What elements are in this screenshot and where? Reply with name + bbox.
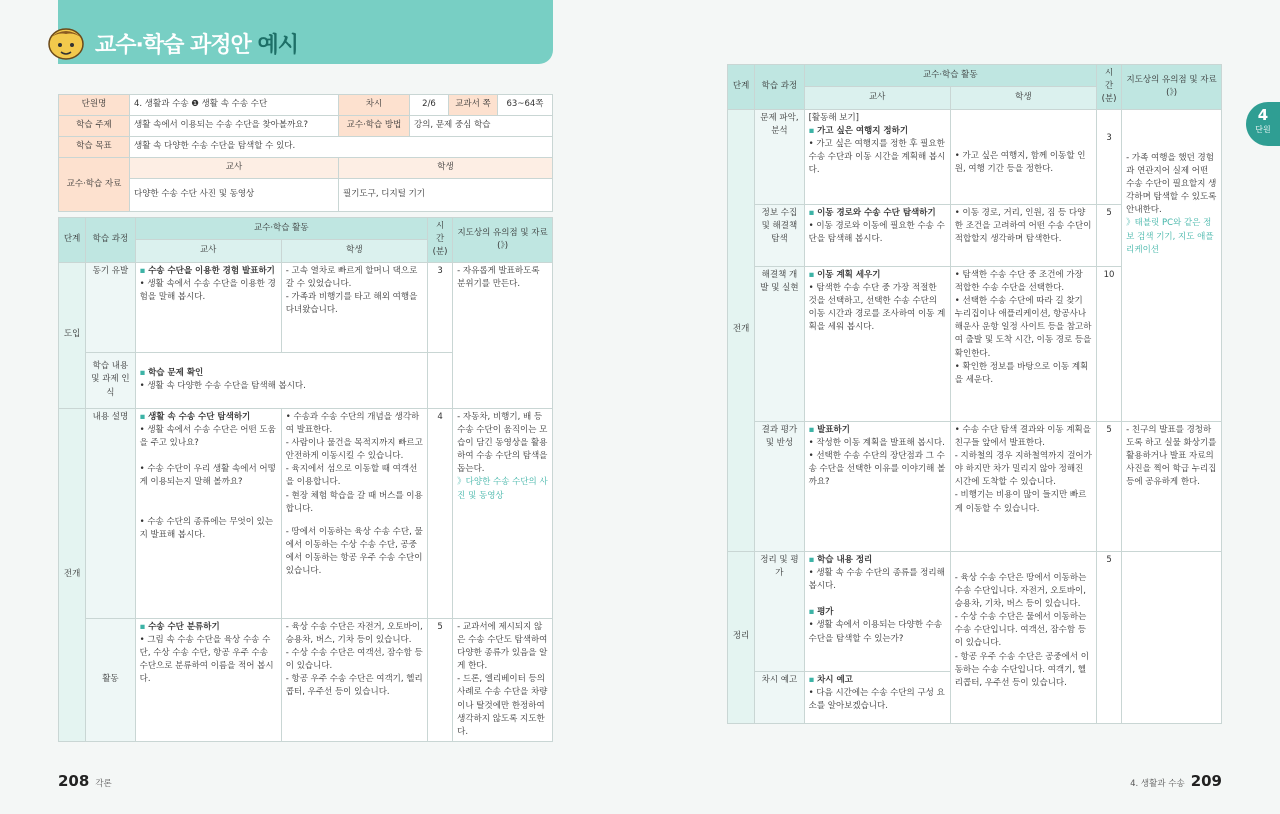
process-header: 학습 과정 (86, 218, 135, 263)
process-research: 정보 수집 및 해결책 탐색 (755, 204, 804, 266)
note-text: - 가족 여행을 했던 경험과 연관지어 실제 어떤 수송 수단이 필요할지 생각하며 탐색할 수 있도록 안내한다. (1126, 152, 1217, 216)
activity-heading: 생활 속 수송 수단 탐색하기 (148, 411, 251, 422)
note-motivation: - 자유롭게 발표하도록 분위기를 만든다. (453, 262, 553, 408)
page-title (95, 28, 298, 59)
right-page (640, 0, 1280, 814)
activity-heading: 학습 내용 정리 (817, 554, 873, 565)
session-value: 2/6 (410, 95, 449, 116)
teacher-analysis: [활동해 보기] ▪ 가고 싶은 여행지 정하기 • 가고 싶은 여행지를 정한 후 필요한 수송 수단과 이동 시간을 계획해 봅시다. (804, 109, 950, 204)
activity-text: • 생활 속에서 이용되는 다양한 수송 수단을 탐색할 수 있는가? (808, 620, 943, 644)
student-header: 학생 (950, 87, 1096, 109)
section-name-left: 각론 (95, 779, 112, 789)
activity-text: • 탐색한 수송 수단 중 가장 적절한 것을 선택하고, 선택한 수송 수단의 이동 시간과 경로를 조사하여 이동 계획을 세워 봅시다. (808, 282, 946, 333)
stage-header: 단계 (59, 218, 86, 263)
activity-heading: 이동 경로와 수송 수단 탐색하기 (817, 207, 936, 218)
time-analysis: 3 (1096, 109, 1121, 204)
note-activity: - 교과서에 제시되지 않은 수송 수단도 탐색하여 다양한 종류가 있음을 알게 한다. - 드론, 엘리베이터 등의 사례로 수송 수단을 차량이나 탈것에만 한정하여 생각하지 않도록 지도한다. (453, 618, 553, 742)
time-activity: 5 (427, 618, 452, 742)
teacher-header: 교사 (804, 87, 950, 109)
activity-heading: 수송 수단을 이용한 경험 발표하기 (148, 265, 275, 276)
student-text: - 땅에서 이동하는 육상 수송 수단, 물에서 이동하는 수상 수송 수단, 공중에서 이동하는 항공 우주 수송 수단이 있습니다. (285, 526, 423, 577)
material-student-header: 학생 (339, 158, 553, 179)
footer-left (58, 772, 112, 790)
topic-value: 생활 속에서 이용되는 수송 수단을 찾아볼까요? (130, 116, 339, 137)
activity-header: 교수·학습 활동 (135, 218, 427, 240)
section-name-right: 4. 생활과 수송 (1130, 779, 1185, 789)
student-solution: • 탐색한 수송 수단 중 조건에 가장 적합한 수송 수단을 선택한다. • 선택한 수송 수단에 따라 길 찾기 누리집이나 애플리케이션, 항공사나 해운사 운항 일정 사이트 등을 참고하여 출발 및 도착 시간, 이동 경로 등을 확인한다. • 확인한 정보를 바탕으로 이동 계획을 세운다. (950, 266, 1096, 421)
note-material: 》다양한 수송 수단의 사진 및 동영상 (457, 477, 548, 501)
process-motivation: 동기 유발 (86, 262, 135, 352)
note-header: 지도상의 유의점 및 자료(》) (1122, 65, 1222, 110)
student-summary: - 육상 수송 수단은 땅에서 이동하는 수송 수단입니다. 자전거, 오토바이, 승용차, 기차, 버스 등이 있습니다. - 수상 수송 수단은 물에서 이동하는 수송 수단입니다. 여객선, 잠수함 등이 있습니다. - 항공 우주 수송 수단은 공중에서 이동하는 수송 수단입니다. 여객기, 헬리콥터, 우주선 등이 있습니다. (950, 551, 1096, 723)
process-evaluation: 결과 평가 및 반성 (755, 421, 804, 551)
note-evaluation: - 친구의 발표를 경청하도록 하고 실물 화상기를 활용하거나 발표 자료의 사진을 찍어 학급 누리집 등에 공유하게 한다. (1122, 421, 1222, 551)
left-plan-table (58, 217, 553, 742)
time-header: 시간 (분) (1096, 65, 1121, 110)
student-explanation (281, 408, 427, 618)
process-summary: 정리 및 평가 (755, 551, 804, 671)
goal-label: 학습 목표 (59, 137, 130, 158)
method-label: 교수·학습 방법 (339, 116, 410, 137)
time-explanation: 4 (427, 408, 452, 618)
process-analysis: 문제 파악, 분석 (755, 109, 804, 204)
chapter-label: 단원 (1255, 125, 1271, 134)
time-evaluation: 5 (1096, 421, 1121, 551)
activity-heading: 학습 문제 확인 (148, 367, 204, 378)
stage-intro: 도입 (59, 262, 86, 408)
student-activity: - 육상 수송 수단은 자전거, 오토바이, 승용차, 버스, 기차 등이 있습니다. - 수상 수송 수단은 여객선, 잠수함 등이 있습니다. - 항공 우주 수송 수단은 여객기, 헬리콥터, 우주선 등이 있습니다. (281, 618, 427, 742)
activity-text: • 생활 속 수송 수단의 종류를 정리해 봅시다. (808, 567, 945, 591)
textbook-label: 교과서 쪽 (449, 95, 498, 116)
page-number-left: 208 (58, 772, 90, 790)
teacher-header: 교사 (135, 240, 281, 262)
chapter-tab[interactable] (1246, 102, 1280, 146)
time-solution: 10 (1096, 266, 1121, 421)
activity-heading: 차시 예고 (817, 674, 853, 685)
lesson-info-table (58, 94, 553, 212)
activity-intro: [활동해 보기] (808, 112, 859, 123)
activity-heading: 가고 싶은 여행지 정하기 (817, 125, 909, 136)
time-task (427, 352, 452, 408)
teacher-preview: ▪ 차시 예고 • 다음 시간에는 수송 수단의 구성 요소를 알아보겠습니다. (804, 671, 950, 723)
teacher-research: ▪ 이동 경로와 수송 수단 탐색하기 • 이동 경로와 이동에 필요한 수송 수단을 탐색해 봅시다. (804, 204, 950, 266)
material-teacher-header: 교사 (130, 158, 339, 179)
stage-development: 전개 (728, 109, 755, 551)
activity-text: • 이동 경로와 이동에 필요한 수송 수단을 탐색해 봅시다. (808, 220, 945, 244)
note-explanation (453, 408, 553, 618)
student-text: • 수송과 수송 수단의 개념을 생각하여 발표한다. - 사람이나 물건을 목적지까지 빠르고 안전하게 이동시킬 수 있습니다. - 육지에서 섬으로 이동할 때 여객선을 이용합니다. - 현장 체험 학습을 갈 때 버스를 이용합니다. (285, 411, 423, 514)
note-material: 》태블릿 PC와 같은 정보 검색 기기, 지도 애플리케이션 (1126, 218, 1214, 255)
note-header: 지도상의 유의점 및 자료(》) (453, 218, 553, 263)
teacher-summary: ▪ 학습 내용 정리 • 생활 속 수송 수단의 종류를 정리해 봅시다. ▪ 평가 • 생활 속에서 이용되는 다양한 수송 수단을 탐색할 수 있는가? (804, 551, 950, 671)
unit-value: 4. 생활과 수송 ❶ 생활 속 수송 수단 (130, 95, 339, 116)
teacher-material: 다양한 수송 수단 사진 및 동영상 (130, 179, 339, 212)
time-summary: 5 (1096, 551, 1121, 723)
note-analysis (1122, 109, 1222, 421)
teacher-explanation: ▪ 생활 속 수송 수단 탐색하기 • 생활 속에서 수송 수단은 어떤 도움을 주고 있나요? • 수송 수단이 우리 생활 속에서 어떻게 이용되는지 말해 볼까요? • 수송 수단의 종류에는 무엇이 있는지 발표해 봅시다. (135, 408, 281, 618)
student-motivation: - 고속 열차로 빠르게 할머니 댁으로 갈 수 있었습니다. - 가족과 비행기를 타고 해외 여행을 다녀왔습니다. (281, 262, 427, 352)
activity-text: • 생활 속 다양한 수송 수단을 탐색해 봅시다. (139, 381, 306, 392)
teacher-activity: ▪ 수송 수단 분류하기 • 그림 속 수송 수단을 육상 수송 수단, 수상 수송 수단, 항공 우주 수송 수단으로 분류하여 이름을 적어 봅시다. (135, 618, 281, 742)
method-value: 강의, 문제 중심 학습 (410, 116, 553, 137)
student-analysis: • 가고 싶은 여행지, 함께 이동할 인원, 여행 기간 등을 정한다. (950, 109, 1096, 204)
student-research: • 이동 경로, 거리, 인원, 짐 등 다양한 조건을 고려하여 어떤 수송 수단이 적합할지 생각하며 탐색한다. (950, 204, 1096, 266)
activity-text: • 작성한 이동 계획을 발표해 봅시다. • 선택한 수송 수단의 장단점과 그 수송 수단을 선택한 이유를 이야기해 볼까요? (808, 437, 946, 488)
title-main: 교수·학습 과정안 (95, 33, 251, 58)
process-solution: 해결책 개발 및 실현 (755, 266, 804, 421)
unit-label: 단원명 (59, 95, 130, 116)
footer-right (1130, 772, 1222, 790)
material-label: 교수·학습 자료 (59, 158, 130, 212)
teacher-motivation: ▪ 수송 수단을 이용한 경험 발표하기 • 생활 속에서 수송 수단을 이용한 경험을 말해 봅시다. (135, 262, 281, 352)
activity-header: 교수·학습 활동 (804, 65, 1096, 87)
note-text: - 자동차, 비행기, 배 등 수송 수단이 움직이는 모습이 담긴 동영상을 활용하여 수송 수단의 탐색을 돕는다. (457, 411, 548, 475)
activity-heading: 이동 계획 세우기 (817, 269, 881, 280)
student-material: 필기도구, 디지털 기기 (339, 179, 553, 212)
stage-development: 전개 (59, 408, 86, 742)
textbook-value: 63~64쪽 (498, 95, 553, 116)
process-explanation: 내용 설명 (86, 408, 135, 618)
session-label: 차시 (339, 95, 410, 116)
right-plan-table (727, 64, 1222, 724)
stage-wrapup: 정리 (728, 551, 755, 723)
process-preview: 차시 예고 (755, 671, 804, 723)
activity-text: • 가고 싶은 여행지를 정한 후 필요한 수송 수단과 이동 시간을 계획해 봅시다. (808, 138, 946, 176)
teacher-evaluation: ▪ 발표하기 • 작성한 이동 계획을 발표해 봅시다. • 선택한 수송 수단의 장단점과 그 수송 수단을 선택한 이유를 이야기해 볼까요? (804, 421, 950, 551)
activity-text: • 다음 시간에는 수송 수단의 구성 요소를 알아보겠습니다. (808, 687, 945, 711)
goal-value: 생활 속 다양한 수송 수단을 탐색할 수 있다. (130, 137, 553, 158)
topic-label: 학습 주제 (59, 116, 130, 137)
activity-text: • 수송 수단이 우리 생활 속에서 어떻게 이용되는지 말해 볼까요? (139, 464, 276, 488)
page-number-right: 209 (1190, 772, 1222, 790)
activity-text: • 생활 속에서 수송 수단을 이용한 경험을 말해 봅시다. (139, 278, 276, 302)
stage-header: 단계 (728, 65, 755, 110)
activity-heading: 수송 수단 분류하기 (148, 621, 220, 632)
chapter-number: 4 (1257, 106, 1269, 124)
process-header: 학습 과정 (755, 65, 804, 110)
process-activity: 활동 (86, 618, 135, 742)
time-research: 5 (1096, 204, 1121, 266)
activity-text: • 수송 수단의 종류에는 무엇이 있는지 발표해 봅시다. (139, 516, 274, 541)
mascot-icon (44, 22, 88, 62)
time-motivation: 3 (427, 262, 452, 352)
student-header: 학생 (281, 240, 427, 262)
activity-text: • 그림 속 수송 수단을 육상 수송 수단, 수상 수송 수단, 항공 우주 수송 수단으로 분류하여 이름을 적어 봅시다. (139, 634, 274, 685)
activity-heading: 발표하기 (817, 424, 850, 435)
title-highlight: 예시 (257, 33, 298, 58)
process-task: 학습 내용 및 과제 인식 (86, 352, 135, 408)
note-summary (1122, 551, 1222, 723)
student-evaluation: • 수송 수단 탐색 결과와 이동 계획을 친구들 앞에서 발표한다. - 지하철의 경우 지하철역까지 걸어가야 하지만 차가 밀리지 않아 정해진 시간에 도착할 수 있습니다. - 비행기는 비용이 많이 들지만 빠르게 이동할 수 있습니다. (950, 421, 1096, 551)
activity-text: • 생활 속에서 수송 수단은 어떤 도움을 주고 있나요? (139, 424, 276, 448)
teacher-task: ▪ 학습 문제 확인 • 생활 속 다양한 수송 수단을 탐색해 봅시다. (135, 352, 427, 408)
time-header: 시간 (분) (427, 218, 452, 263)
activity-heading: 평가 (817, 607, 834, 618)
teacher-solution: ▪ 이동 계획 세우기 • 탐색한 수송 수단 중 가장 적절한 것을 선택하고, 선택한 수송 수단의 이동 시간과 경로를 조사하여 이동 계획을 세워 봅시다. (804, 266, 950, 421)
